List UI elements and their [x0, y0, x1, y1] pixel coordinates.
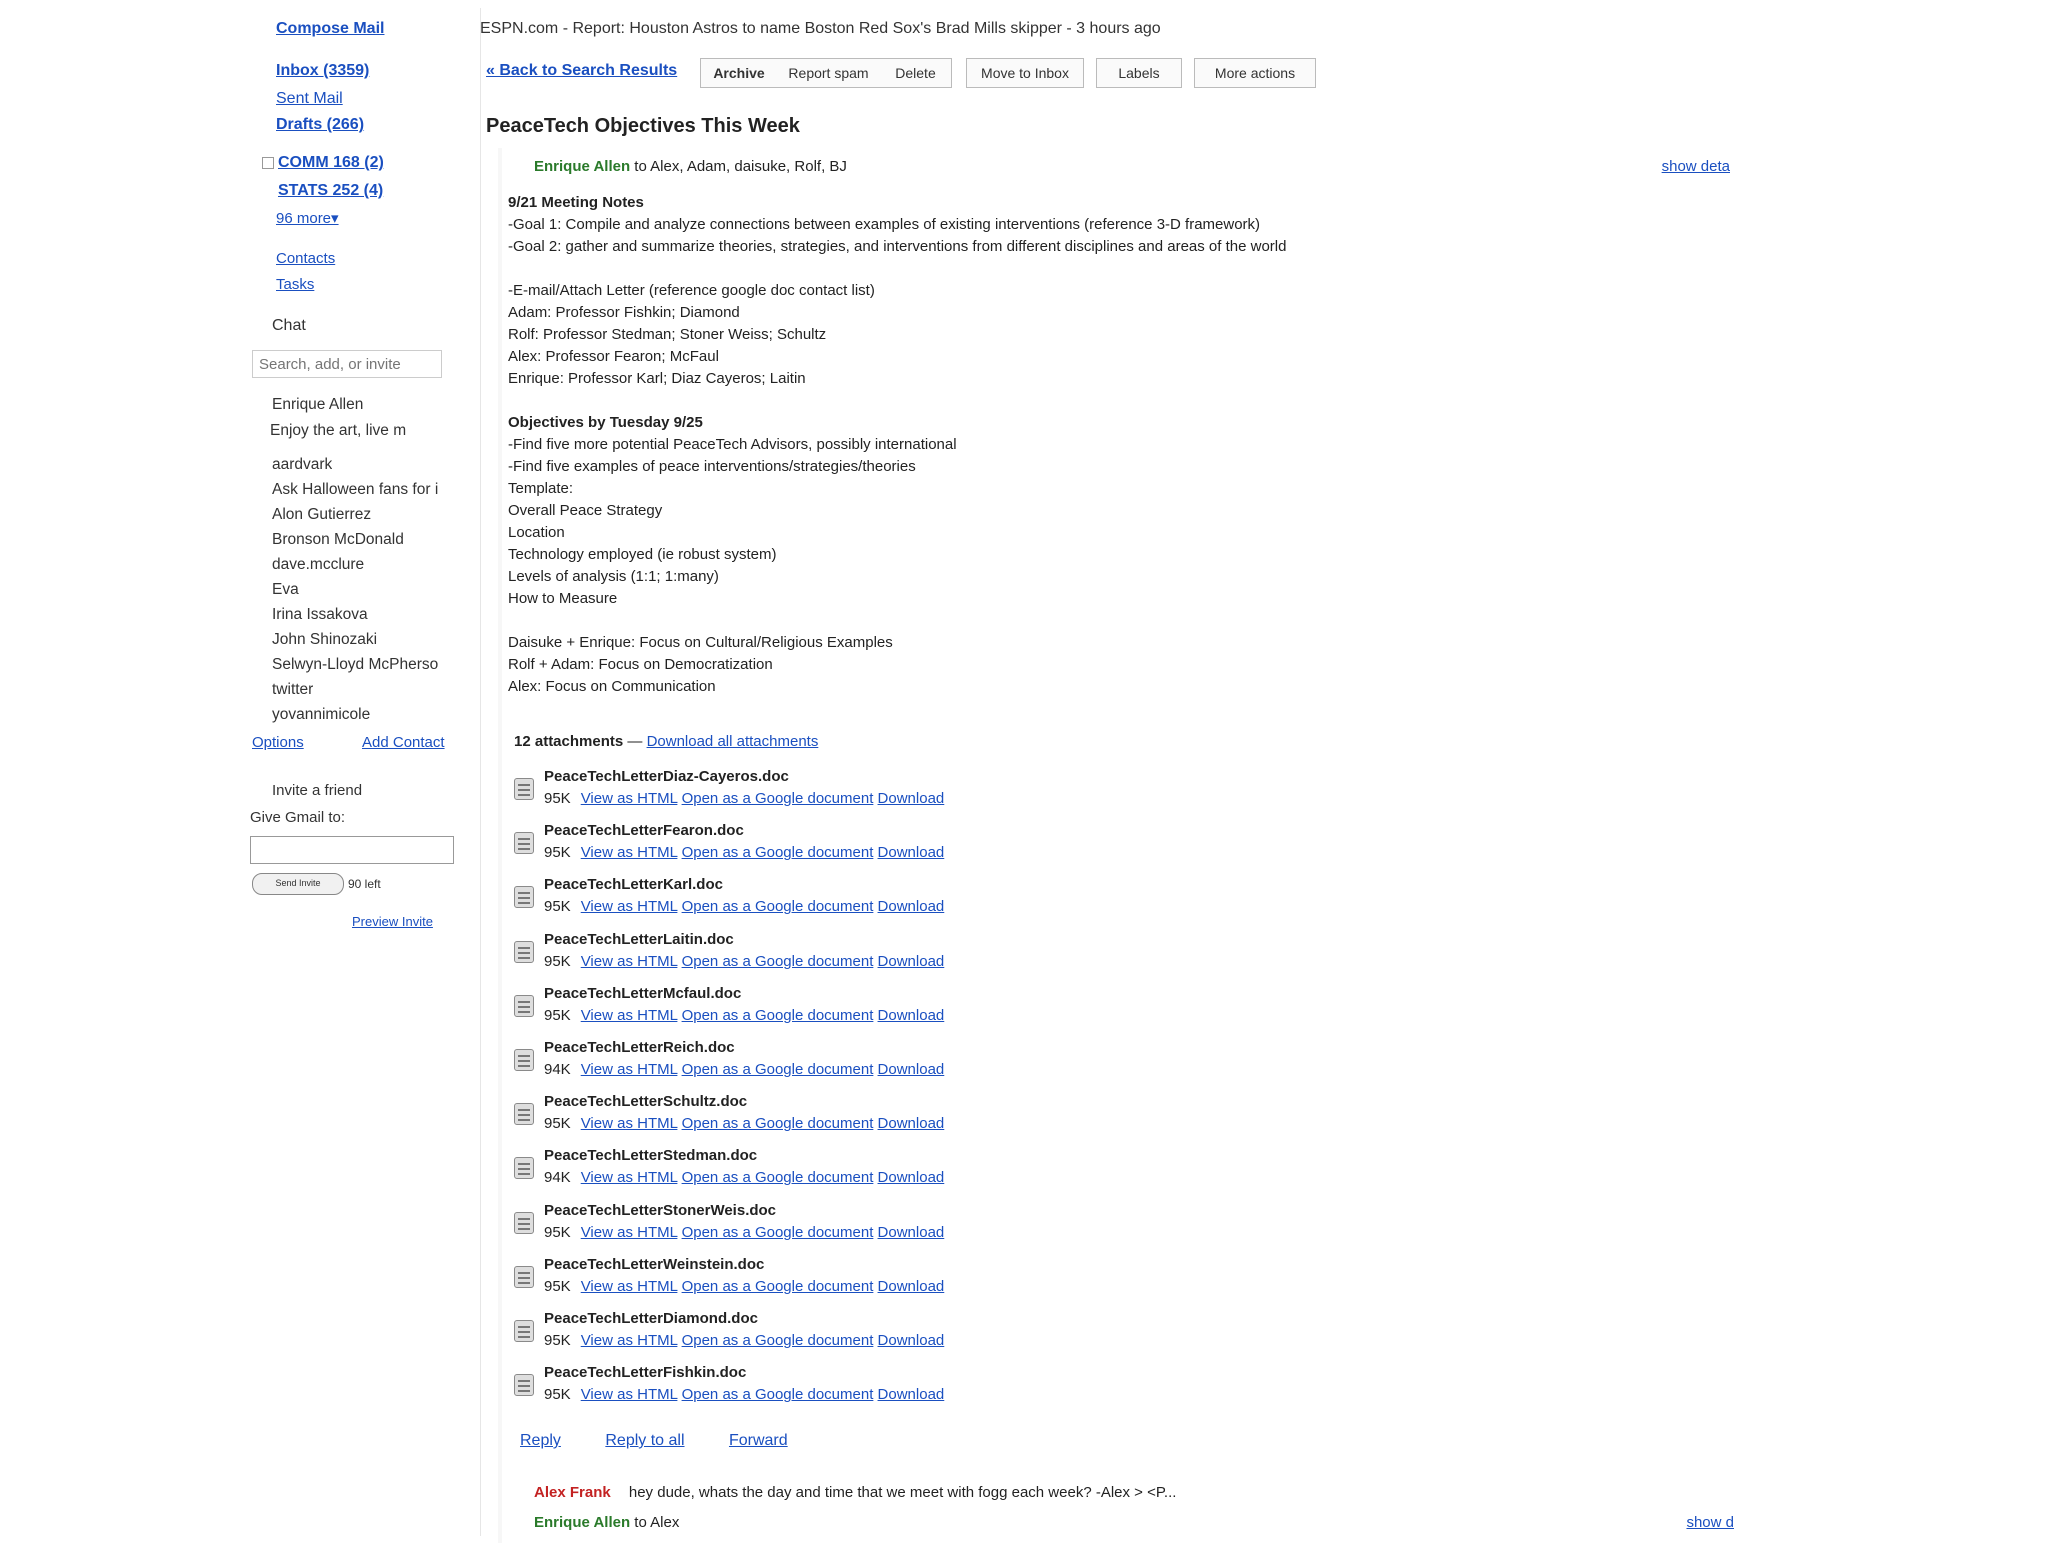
divider: [480, 8, 481, 1536]
reply-all-link[interactable]: Reply to all: [605, 1432, 685, 1449]
open-as-google-doc-link[interactable]: Open as a Google document: [681, 898, 874, 916]
download-attachment-link[interactable]: Download: [877, 952, 945, 970]
attachment-filename: PeaceTechLetterLaitin.doc: [544, 930, 734, 948]
report-spam-button[interactable]: Report spam: [777, 58, 881, 88]
tasks-link[interactable]: Tasks: [276, 276, 315, 293]
chat-self-status[interactable]: Enjoy the art, live m: [270, 422, 407, 439]
body-spacer: [508, 390, 1508, 412]
thread-message-collapsed[interactable]: [534, 1484, 1176, 1501]
chat-contact[interactable]: Alon Gutierrez: [272, 506, 372, 523]
view-as-html-link[interactable]: View as HTML: [580, 1115, 678, 1133]
attachment-size: 94K: [544, 1169, 571, 1187]
invites-left-count: 90 left: [348, 877, 381, 891]
download-attachment-link[interactable]: Download: [877, 790, 945, 807]
open-as-google-doc-link[interactable]: Open as a Google document: [681, 1169, 874, 1187]
open-as-google-doc-link[interactable]: Open as a Google document: [681, 1223, 874, 1241]
chat-self-name: Enrique Allen: [272, 396, 364, 413]
download-attachment-link[interactable]: Download: [877, 1277, 945, 1295]
attachment-filename: PeaceTechLetterReich.doc: [544, 1039, 735, 1056]
attachments-header: [514, 733, 818, 750]
sidebar-item-drafts[interactable]: Drafts (266): [276, 116, 365, 133]
document-icon: [514, 1157, 534, 1179]
view-as-html-link[interactable]: View as HTML: [580, 898, 678, 916]
sidebar-item-sent-mail[interactable]: Sent Mail: [276, 90, 343, 107]
chat-contact[interactable]: twitter: [272, 681, 314, 698]
attachment-size: 95K: [544, 952, 571, 970]
body-line: Location: [508, 524, 565, 541]
attachment-filename: PeaceTechLetterWeinstein.doc: [544, 1255, 765, 1273]
attachment-filename: PeaceTechLetterDiaz-Cayeros.doc: [544, 768, 789, 785]
attachment-size: 95K: [544, 1277, 571, 1295]
attachment-size: 94K: [544, 1061, 571, 1078]
attachment-item: [514, 876, 1114, 920]
chat-contact[interactable]: John Shinozaki: [272, 631, 378, 648]
open-as-google-doc-link[interactable]: Open as a Google document: [681, 1332, 874, 1349]
body-spacer: [508, 258, 1508, 280]
body-line: 9/21 Meeting Notes: [508, 194, 644, 211]
chat-contact[interactable]: dave.mcclure: [272, 556, 365, 573]
sidebar-item-inbox[interactable]: Inbox (3359): [276, 62, 370, 79]
document-icon: [514, 941, 534, 963]
view-as-html-link[interactable]: View as HTML: [580, 1277, 678, 1295]
attachment-size: 95K: [544, 1006, 571, 1024]
attachment-item: [514, 1039, 1114, 1083]
attachment-item: [514, 768, 1114, 812]
sidebar-label-stats-252[interactable]: STATS 252 (4): [278, 182, 384, 199]
chat-contact[interactable]: Bronson McDonald: [272, 531, 404, 548]
delete-button[interactable]: Delete: [880, 58, 952, 88]
document-icon: [514, 778, 534, 800]
chat-contact[interactable]: Selwyn-Lloyd McPherso: [272, 656, 439, 673]
attachment-filename: PeaceTechLetterKarl.doc: [544, 876, 723, 894]
download-attachment-link[interactable]: Download: [877, 1223, 945, 1241]
body-line: -Goal 2: gather and summarize theories, strategies, and interventions from different disciplines and areas of the world: [508, 238, 1287, 255]
forward-link[interactable]: Forward: [728, 1432, 788, 1449]
attachment-item: [514, 822, 1114, 866]
reply-link[interactable]: Reply: [520, 1432, 561, 1449]
attachment-size: 95K: [544, 898, 571, 916]
download-attachment-link[interactable]: Download: [877, 844, 945, 862]
more-labels-link[interactable]: 96 more▾: [276, 210, 339, 227]
more-actions-button[interactable]: More actions: [1194, 58, 1316, 88]
document-icon: [514, 1049, 534, 1071]
document-icon: [514, 1266, 534, 1288]
body-line: Levels of analysis (1:1; 1:many): [508, 568, 719, 585]
body-line: Rolf: Professor Stedman; Stoner Weiss; Schultz: [508, 326, 827, 343]
download-all-attachments-link[interactable]: Download all attachments: [646, 733, 819, 750]
document-icon: [514, 1374, 534, 1396]
message-view: [480, 0, 1734, 1536]
thread-snippet: to Alex: [634, 1514, 680, 1531]
labels-button[interactable]: Labels: [1096, 58, 1182, 88]
body-line: Daisuke + Enrique: Focus on Cultural/Religious Examples: [508, 634, 893, 651]
contacts-link[interactable]: Contacts: [276, 250, 336, 267]
download-attachment-link[interactable]: Download: [877, 1061, 945, 1078]
attachment-filename: PeaceTechLetterSchultz.doc: [544, 1093, 748, 1111]
body-line: Rolf + Adam: Focus on Democratization: [508, 656, 773, 673]
compose-mail-link[interactable]: Compose Mail: [276, 20, 385, 37]
body-line: -Goal 1: Compile and analyze connections between examples of existing interventions (reference 3-D framework): [508, 216, 1261, 233]
attachment-filename: PeaceTechLetterStonerWeis.doc: [544, 1201, 777, 1219]
open-as-google-doc-link[interactable]: Open as a Google document: [681, 952, 874, 970]
back-to-search-results-link[interactable]: « Back to Search Results: [486, 62, 678, 79]
attachment-size: 95K: [544, 1223, 571, 1241]
message-actions: [520, 1432, 828, 1450]
download-attachment-link[interactable]: Download: [877, 898, 945, 916]
attachment-item: [514, 1093, 1114, 1137]
attachment-size: 95K: [544, 790, 571, 807]
download-attachment-link[interactable]: Download: [877, 1006, 945, 1024]
document-icon: [514, 995, 534, 1017]
attachment-item: [514, 1310, 1114, 1354]
invite-email-field[interactable]: [250, 836, 454, 864]
attachment-size: 95K: [544, 1115, 571, 1133]
archive-button[interactable]: Archive: [700, 58, 778, 88]
open-as-google-doc-link[interactable]: Open as a Google document: [681, 790, 874, 807]
body-line: Technology employed (ie robust system): [508, 546, 777, 563]
body-line: Alex: Focus on Communication: [508, 678, 716, 695]
view-as-html-link[interactable]: View as HTML: [580, 844, 678, 862]
attachments-count: 12 attachments: [514, 733, 624, 750]
attachment-item: [514, 1256, 1114, 1300]
body-line: -Find five examples of peace interventions/strategies/theories: [508, 458, 916, 475]
attachment-filename: PeaceTechLetterFishkin.doc: [544, 1364, 747, 1382]
view-as-html-link[interactable]: View as HTML: [580, 1223, 678, 1241]
thread-sender: Alex Frank: [534, 1484, 611, 1501]
attachment-item: [514, 1364, 1114, 1408]
show-details-link[interactable]: show d: [1686, 1514, 1734, 1531]
move-to-inbox-button[interactable]: Move to Inbox: [966, 58, 1084, 88]
sidebar: [248, 0, 468, 1536]
thread-sender: Enrique Allen: [534, 1514, 631, 1531]
attachment-size: 95K: [544, 1332, 571, 1349]
attachment-filename: PeaceTechLetterStedman.doc: [544, 1147, 758, 1165]
body-line: Enrique: Professor Karl; Diaz Cayeros; Laitin: [508, 370, 806, 387]
preview-invite-link[interactable]: Preview Invite: [352, 914, 433, 929]
chat-search-input[interactable]: [252, 350, 442, 378]
view-as-html-link[interactable]: View as HTML: [580, 1386, 678, 1404]
give-gmail-label: Give Gmail to:: [250, 809, 346, 826]
chat-contact[interactable]: Ask Halloween fans for i: [272, 481, 439, 498]
label-color-icon: [262, 157, 274, 169]
body-line: How to Measure: [508, 590, 618, 607]
open-as-google-doc-link[interactable]: Open as a Google document: [681, 1386, 874, 1404]
chat-contact[interactable]: Eva: [272, 581, 299, 598]
attachment-item: [514, 931, 1114, 975]
add-contact-link[interactable]: Add Contact: [362, 734, 445, 751]
download-attachment-link[interactable]: Download: [877, 1386, 945, 1404]
recipients: to Alex, Adam, daisuke, Rolf, BJ: [634, 158, 847, 175]
thread-message-collapsed[interactable]: [534, 1514, 679, 1531]
view-as-html-link[interactable]: View as HTML: [580, 790, 678, 807]
chat-contact[interactable]: yovannimicole: [272, 706, 371, 723]
chat-contact[interactable]: Irina Issakova: [272, 606, 368, 623]
attachment-item: [514, 1147, 1114, 1191]
body-line: -E-mail/Attach Letter (reference google doc contact list): [508, 282, 875, 299]
attachment-item: [514, 985, 1114, 1029]
view-as-html-link[interactable]: View as HTML: [580, 1169, 678, 1187]
open-as-google-doc-link[interactable]: Open as a Google document: [681, 1115, 874, 1133]
document-icon: [514, 1320, 534, 1342]
document-icon: [514, 886, 534, 908]
attachment-size: 95K: [544, 1386, 571, 1404]
body-spacer: [508, 610, 1508, 632]
attachment-item: [514, 1202, 1114, 1246]
body-line: Overall Peace Strategy: [508, 502, 663, 519]
message-header[interactable]: [534, 158, 847, 175]
chat-options-link[interactable]: Options: [252, 734, 304, 751]
web-clip-headline[interactable]: ESPN.com - Report: Houston Astros to name Boston Red Sox's Brad Mills skipper - 3 hours ago: [480, 20, 1161, 37]
show-details-link[interactable]: show deta: [1661, 158, 1730, 175]
view-as-html-link[interactable]: View as HTML: [580, 1006, 678, 1024]
thread-snippet: hey dude, whats the day and time that we meet with fogg each week? -Alex > <P...: [628, 1484, 1177, 1501]
view-as-html-link[interactable]: View as HTML: [580, 952, 678, 970]
document-icon: [514, 832, 534, 854]
body-line: -Find five more potential PeaceTech Advisors, possibly international: [508, 436, 957, 453]
view-as-html-link[interactable]: View as HTML: [580, 1061, 678, 1078]
sidebar-label-comm-168[interactable]: COMM 168 (2): [278, 154, 384, 171]
attachments-separator: —: [623, 733, 647, 750]
send-invite-button[interactable]: Send Invite: [252, 873, 344, 895]
download-attachment-link[interactable]: Download: [877, 1169, 945, 1187]
invite-heading: Invite a friend: [272, 782, 363, 799]
body-line: Objectives by Tuesday 9/25: [508, 414, 703, 431]
sender-name[interactable]: Enrique Allen: [534, 158, 631, 175]
open-as-google-doc-link[interactable]: Open as a Google document: [681, 844, 874, 862]
message-body: [508, 192, 1508, 698]
document-icon: [514, 1212, 534, 1234]
chat-contact[interactable]: aardvark: [272, 456, 333, 473]
attachment-filename: PeaceTechLetterMcfaul.doc: [544, 984, 742, 1002]
download-attachment-link[interactable]: Download: [877, 1332, 945, 1349]
document-icon: [514, 1103, 534, 1125]
attachment-filename: PeaceTechLetterFearon.doc: [544, 822, 744, 840]
body-line: Adam: Professor Fishkin; Diamond: [508, 304, 740, 321]
chat-heading: Chat: [272, 317, 306, 334]
message-subject: PeaceTech Objectives This Week: [486, 115, 800, 137]
attachment-filename: PeaceTechLetterDiamond.doc: [544, 1310, 758, 1327]
body-line: Template:: [508, 480, 574, 497]
view-as-html-link[interactable]: View as HTML: [580, 1332, 678, 1349]
attachment-size: 95K: [544, 844, 571, 862]
open-as-google-doc-link[interactable]: Open as a Google document: [681, 1061, 874, 1078]
download-attachment-link[interactable]: Download: [877, 1115, 945, 1133]
open-as-google-doc-link[interactable]: Open as a Google document: [681, 1277, 874, 1295]
body-line: Alex: Professor Fearon; McFaul: [508, 348, 719, 365]
open-as-google-doc-link[interactable]: Open as a Google document: [681, 1006, 874, 1024]
